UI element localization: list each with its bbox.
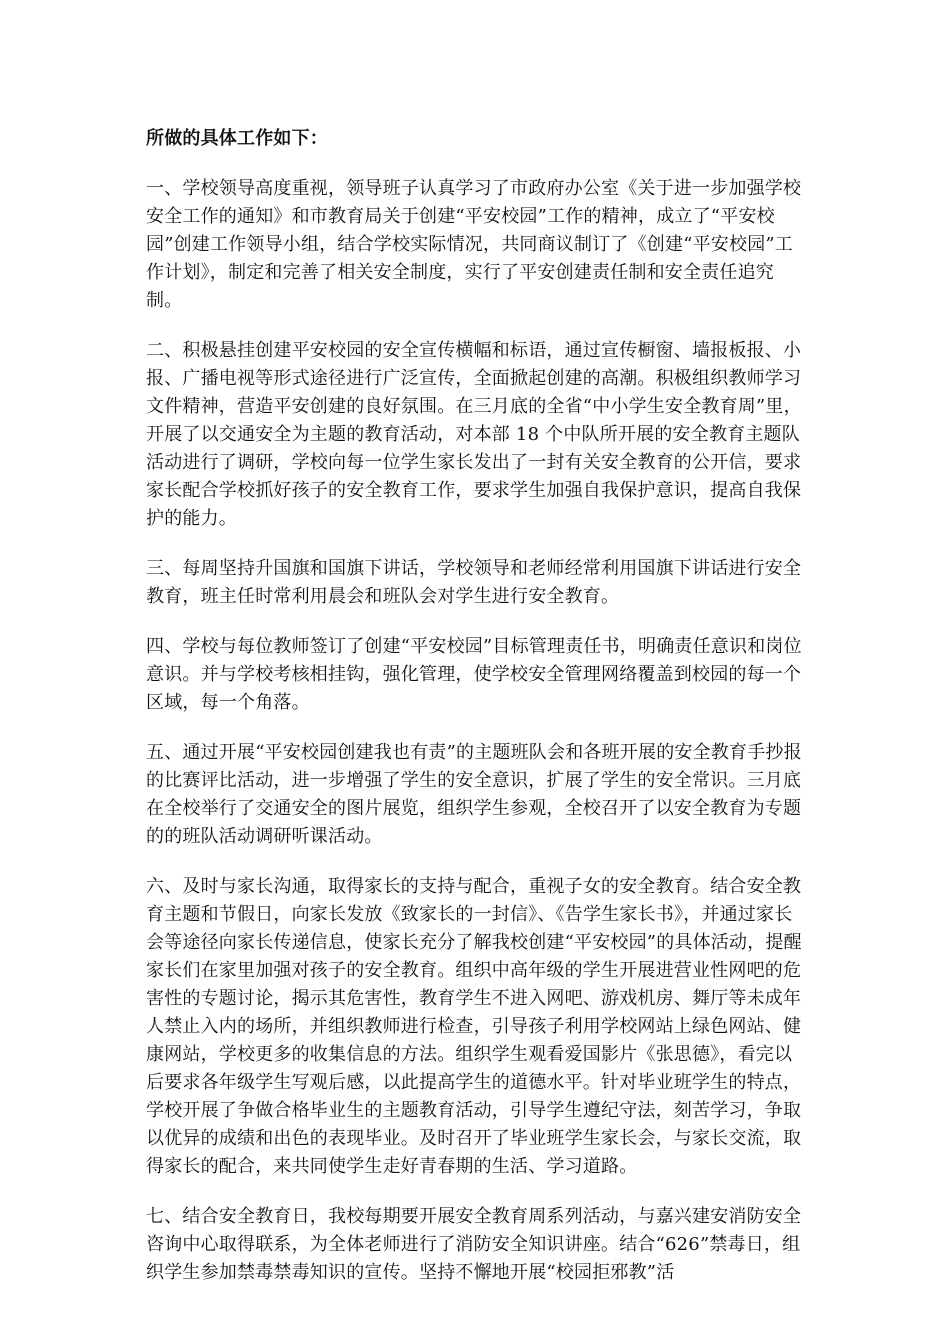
section-heading: 所做的具体工作如下： (146, 128, 328, 149)
paragraph-4: 四、学校与每位教师签订了创建“平安校园”目标管理责任书，明确责任意识和岗位意识。并与学校考核相挂钩，强化管理，使学校安全管理网络覆盖到校园的每一个区域，每一个角落。 (146, 636, 802, 713)
paragraph-1: 一、学校领导高度重视，领导班子认真学习了市政府办公室《关于进一步加强学校安全工作的通知》和市教育局关于创建“平安校园”工作的精神，成立了“平安校园”创建工作领导小组，结合学校实际情况，共同商议制订了《创建“平安校园”工作计划》，制定和完善了相关安全制度，实行了平安创建责任制和安全责任追究制。 (146, 178, 802, 311)
paragraph-3: 三、每周坚持升国旗和国旗下讲话，学校领导和老师经常利用国旗下讲话进行安全教育，班主任时常利用晨会和班队会对学生进行安全教育。 (146, 558, 802, 607)
paragraph-5: 五、通过开展“平安校园创建我也有责”的主题班队会和各班开展的安全教育手抄报的比赛评比活动，进一步增强了学生的安全意识，扩展了学生的安全常识。三月底在全校举行了交通安全的图片展览，组织学生参观，全校召开了以安全教育为专题的的班队活动调研听课活动。 (146, 742, 802, 847)
paragraph-7: 七、结合安全教育日，我校每期要开展安全教育周系列活动，与嘉兴建安消防安全咨询中心取得联系，为全体老师进行了消防安全知识讲座。结合“626”禁毒日，组织学生参加禁毒禁毒知识的宣传。坚持不懈地开展“校园拒邪教”活 (146, 1206, 802, 1283)
paragraph-6: 六、及时与家长沟通，取得家长的支持与配合，重视子女的安全教育。结合安全教育主题和节假日，向家长发放《致家长的一封信》、《告学生家长书》，并通过家长会等途径向家长传递信息，使家长充分了解我校创建“平安校园”的具体活动，提醒家长们在家里加强对孩子的安全教育。组织中高年级的学生开展进营业性网吧的危害性的专题讨论，揭示其危害性，教育学生不进入网吧、游戏机房、舞厅等未成年人禁止入内的场所，并组织教师进行检查，引导孩子利用学校网站上绿色网站、健康网站，学校更多的收集信息的方法。组织学生观看爱国影片《张思德》，看完以后要求各年级学生写观后感，以此提高学生的道德水平。针对毕业班学生的特点，学校开展了争做合格毕业生的主题教育活动，引导学生遵纪守法，刻苦学习，争取以优异的成绩和出色的表现毕业。及时召开了毕业班学生家长会，与家长交流，取得家长的配合，来共同使学生走好青春期的生活、学习道路。 (146, 876, 802, 1177)
document-body (146, 125, 810, 1309)
paragraph-2: 二、积极悬挂创建平安校园的安全宣传横幅和标语，通过宣传橱窗、墙报板报、小报、广播电视等形式途径进行广泛宣传，全面掀起创建的高潮。积极组织教师学习文件精神，营造平安创建的良好氛围。在三月底的全省“中小学生安全教育周”里，开展了以交通安全为主题的教育活动，对本部 18 个中队所开展的安全教育主题队活动进行了调研，学校向每一位学生家长发出了一封有关安全教育的公开信，要求家长配合学校抓好孩子的安全教育工作，要求学生加强自我保护意识，提高自我保护的能力。 (146, 340, 802, 529)
